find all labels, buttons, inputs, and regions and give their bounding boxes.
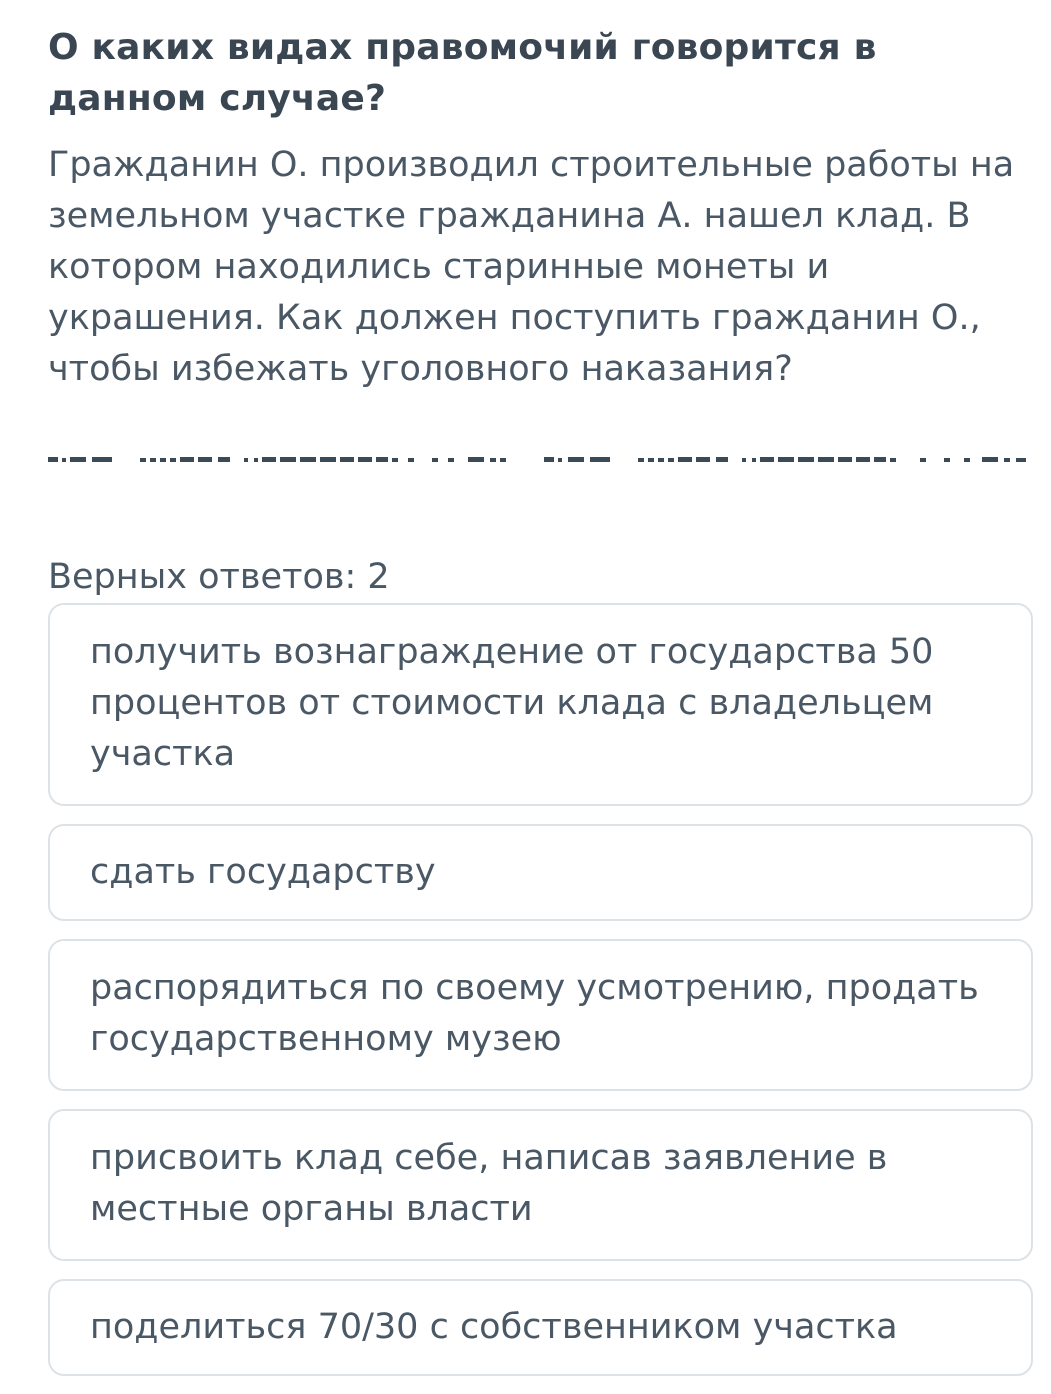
question-text: Гражданин О. производил строительные работы на земельном участке гражданина А. нашел клад. В котором находились старинные монеты и украшения. Как должен поступить гражданин О., чтобы избежать уголовного наказания? bbox=[48, 145, 1015, 389]
question-title: О каких видах правомочий говорится в данном случае? bbox=[48, 27, 877, 119]
answer-option-label: получить вознаграждение от государства 50 процентов от стоимости клада с владельцем участка bbox=[90, 632, 934, 774]
answer-option-label: присвоить клад себе, написав заявление в местные органы власти bbox=[90, 1138, 888, 1229]
answer-options bbox=[48, 603, 1033, 1394]
answer-option-label: поделиться 70/30 с собственником участка bbox=[90, 1307, 898, 1347]
answer-option-4[interactable] bbox=[48, 1109, 1033, 1261]
dashed-divider-graphic bbox=[48, 456, 1030, 464]
answer-option-label: сдать государству bbox=[90, 852, 436, 892]
answer-option-label: распорядиться по своему усмотрению, продать государственному музею bbox=[90, 968, 979, 1059]
answers-count: Верных ответов: 2 bbox=[48, 557, 390, 597]
answer-option-5[interactable] bbox=[48, 1279, 1033, 1376]
answer-option-1[interactable] bbox=[48, 603, 1033, 806]
answer-option-3[interactable] bbox=[48, 939, 1033, 1091]
dashed-divider bbox=[48, 456, 1030, 464]
question-block bbox=[48, 22, 1034, 395]
answer-option-2[interactable] bbox=[48, 824, 1033, 921]
